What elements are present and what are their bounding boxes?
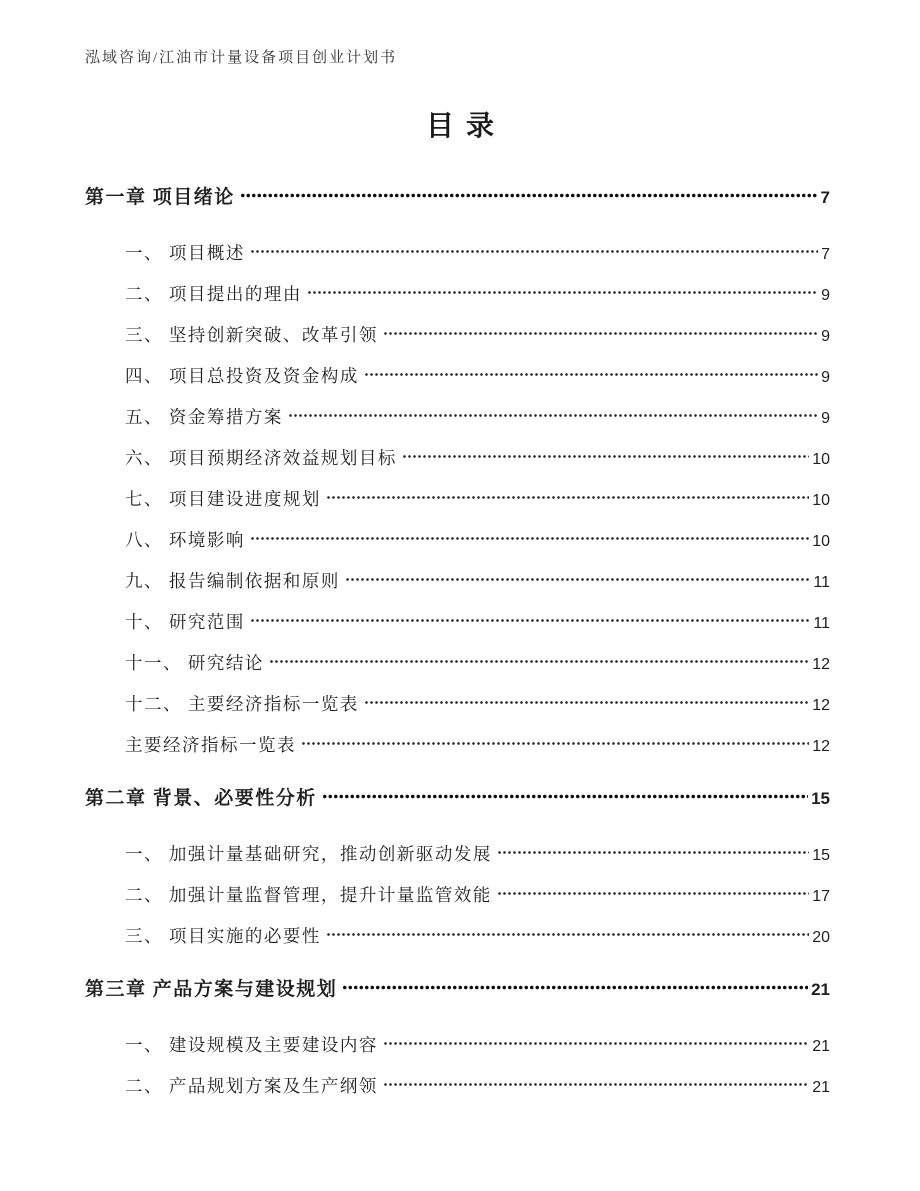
toc-chapter-row[interactable] <box>85 969 830 1010</box>
dotted-leader <box>497 847 809 860</box>
toc-page-number: 21 <box>812 1079 830 1096</box>
toc-entry-label: 第二章 背景、必要性分析 <box>85 788 317 809</box>
toc-page-number: 10 <box>812 451 830 468</box>
dotted-leader <box>402 451 809 464</box>
dotted-leader <box>301 738 809 751</box>
toc-item-row[interactable] <box>85 520 830 561</box>
toc-page-number: 12 <box>812 738 830 755</box>
dotted-leader <box>322 791 808 804</box>
toc-entry-label: 十、 研究范围 <box>125 612 245 632</box>
toc-page-number: 21 <box>812 1038 830 1055</box>
dotted-leader <box>497 888 809 901</box>
toc-page-number: 9 <box>821 287 830 304</box>
toc-entry-label: 二、 加强计量监督管理，提升计量监管效能 <box>125 885 492 905</box>
toc-entry-label: 二、 产品规划方案及生产纲领 <box>125 1076 378 1096</box>
toc-item-row[interactable] <box>85 274 830 315</box>
toc-entry-label: 一、 建设规模及主要建设内容 <box>125 1035 378 1055</box>
toc-entry-label: 三、 坚持创新突破、改革引领 <box>125 325 378 345</box>
dotted-leader <box>364 369 818 382</box>
dotted-leader <box>240 190 818 203</box>
toc-page-number: 10 <box>812 492 830 509</box>
toc-page-number: 15 <box>812 847 830 864</box>
toc-item-row[interactable] <box>85 561 830 602</box>
page-title: 目录 <box>425 111 506 142</box>
toc-list <box>85 177 830 1107</box>
toc-entry-label: 三、 项目实施的必要性 <box>125 926 321 946</box>
toc-entry-label: 第三章 产品方案与建设规划 <box>85 979 338 1000</box>
toc-entry-label: 十一、 研究结论 <box>125 653 264 673</box>
toc-item-row[interactable] <box>85 1025 830 1066</box>
toc-page-number: 12 <box>812 697 830 714</box>
dotted-leader <box>269 656 809 669</box>
toc-page-number: 7 <box>820 188 830 207</box>
dotted-leader <box>326 929 809 942</box>
dotted-leader <box>342 982 808 995</box>
toc-entry-label: 四、 项目总投资及资金构成 <box>125 366 359 386</box>
toc-item-row[interactable] <box>85 916 830 957</box>
toc-entry-label: 八、 环境影响 <box>125 530 245 550</box>
toc-chapter-row[interactable] <box>85 778 830 819</box>
toc-item-row[interactable] <box>85 233 830 274</box>
toc-page-number: 10 <box>812 533 830 550</box>
toc-entry-label: 六、 项目预期经济效益规划目标 <box>125 448 397 468</box>
toc-item-row[interactable] <box>85 643 830 684</box>
toc-entry-label: 七、 项目建设进度规划 <box>125 489 321 509</box>
toc-item-row[interactable] <box>85 479 830 520</box>
dotted-leader <box>250 533 809 546</box>
toc-page-number: 7 <box>821 246 830 263</box>
toc-page-number: 9 <box>821 410 830 427</box>
toc-entry-label: 第一章 项目绪论 <box>85 187 235 208</box>
dotted-leader <box>288 410 818 423</box>
toc-page-number: 11 <box>813 574 830 591</box>
toc-entry-label: 五、 资金筹措方案 <box>125 407 283 427</box>
toc-entry-label: 主要经济指标一览表 <box>125 735 296 755</box>
toc-entry-label: 一、 加强计量基础研究，推动创新驱动发展 <box>125 844 492 864</box>
toc-entry-label: 九、 报告编制依据和原则 <box>125 571 340 591</box>
toc-page-number: 15 <box>811 789 830 808</box>
toc-item-row[interactable] <box>85 725 830 766</box>
toc-item-row[interactable] <box>85 397 830 438</box>
toc-page-number: 12 <box>812 656 830 673</box>
toc-chapter-row[interactable] <box>85 177 830 218</box>
toc-page-number: 9 <box>821 328 830 345</box>
toc-page-number: 21 <box>811 980 830 999</box>
dotted-leader <box>326 492 809 505</box>
dotted-leader <box>383 1079 809 1092</box>
toc-item-row[interactable] <box>85 1066 830 1107</box>
toc-page-number: 17 <box>812 888 830 905</box>
toc-item-row[interactable] <box>85 875 830 916</box>
dotted-leader <box>383 1038 809 1051</box>
dotted-leader <box>307 287 818 300</box>
toc-entry-label: 十二、 主要经济指标一览表 <box>125 694 359 714</box>
toc-item-row[interactable] <box>85 356 830 397</box>
toc-item-row[interactable] <box>85 834 830 875</box>
toc-page-number: 9 <box>821 369 830 386</box>
toc-page-number: 20 <box>812 929 830 946</box>
toc-entry-label: 二、 项目提出的理由 <box>125 284 302 304</box>
toc-item-row[interactable] <box>85 315 830 356</box>
toc-item-row[interactable] <box>85 602 830 643</box>
toc-item-row[interactable] <box>85 438 830 479</box>
toc-item-row[interactable] <box>85 684 830 725</box>
dotted-leader <box>364 697 809 710</box>
document-header: 泓域咨询/江油市计量设备项目创业计划书 <box>85 50 398 66</box>
toc-entry-label: 一、 项目概述 <box>125 243 245 263</box>
dotted-leader <box>383 328 818 341</box>
dotted-leader <box>345 574 811 587</box>
toc-page-number: 11 <box>813 615 830 632</box>
dotted-leader <box>250 246 818 259</box>
dotted-leader <box>250 615 811 628</box>
